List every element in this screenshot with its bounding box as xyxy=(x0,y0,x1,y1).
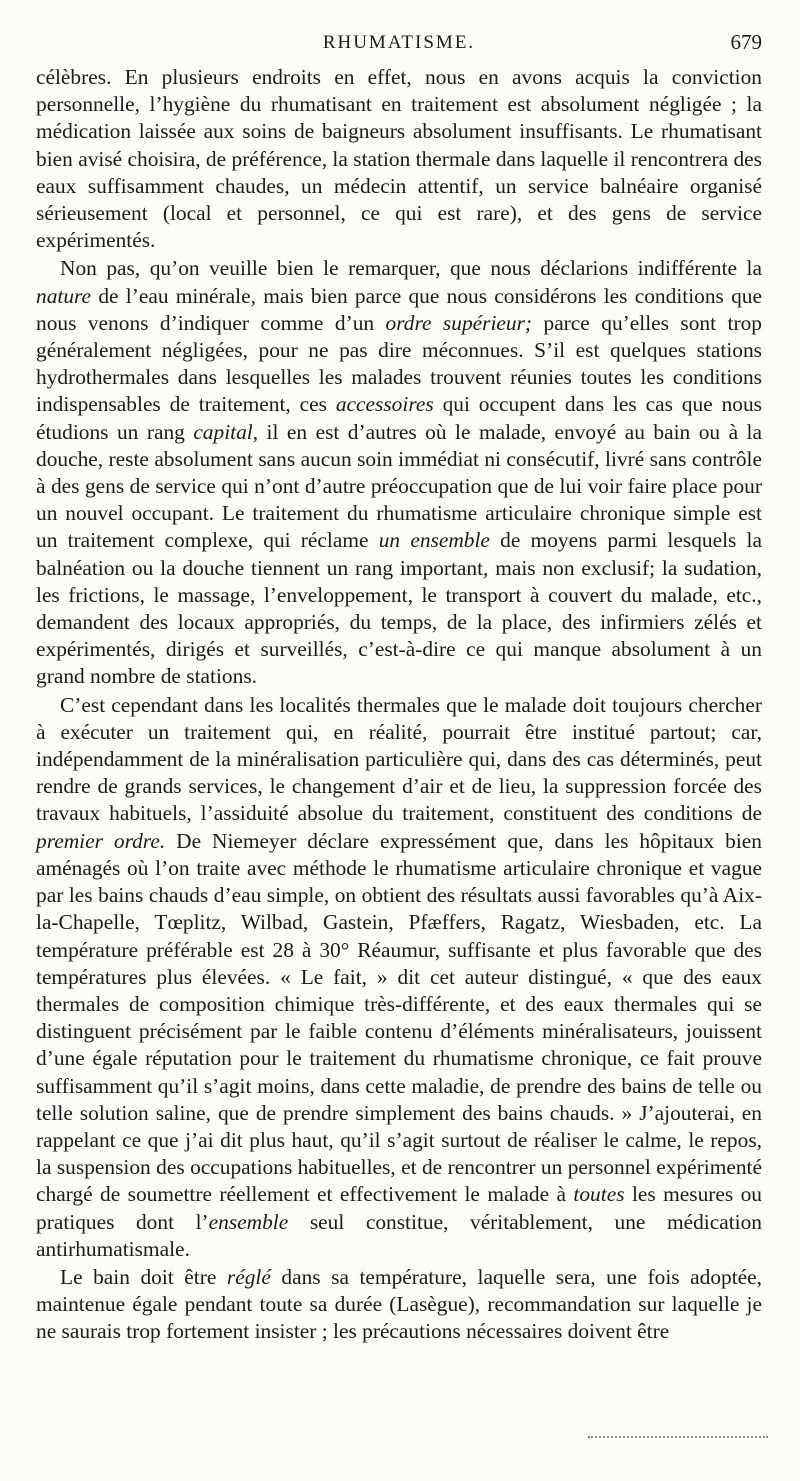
italic-emphasis: premier ordre. xyxy=(36,828,166,853)
running-head xyxy=(36,30,762,64)
body-text xyxy=(36,64,762,1346)
paragraph-3: C’est cependant dans les localités thermales que le malade doit toujours chercher à exécuter un traitement qui, en réalité, pourrait être institué partout; car, indépendamment de la minéralisation particulière qui, dans des cas déterminés, peut rendre de grands services, le changement d’air et de lieu, la suppression forcée des travaux habituels, l’assiduité absolue du traitement, constituent des conditions de premier ordre. De Niemeyer déclare expressément que, dans les hôpitaux bien aménagés où l’on traite avec méthode le rhumatisme articulaire chronique et vague par les bains chauds d’eau simple, on obtient des résultats aussi favorables qu’à Aix-la-Chapelle, Tœplitz, Wilbad, Gastein, Pfæffers, Ragatz, Wiesbaden, etc. La température préférable est 28 à 30° Réaumur, suffisante et plus favorable que des températures plus élevées. « Le fait, » dit cet auteur distingué, « que des eaux thermales de composition chimique très-différente, et des eaux thermales qui se distinguent précisément par le faible contenu d’éléments minéralisateurs, jouissent d’une égale réputation pour le traitement du rhumatisme chronique, ce fait prouve suffisamment qu’il s’agit moins, dans cette maladie, de prendre des bains de telle ou telle solution saline, que de prendre simplement des bains chauds. » J’ajouterai, en rappelant ce que j’ai dit plus haut, qu’il s’agit surtout de réaliser le calme, le repos, la suspension des occupations habituelles, et de rencontrer un personnel expérimenté chargé de soumettre réellement et effectivement le malade à toutes les mesures ou pratiques dont l’ensemble seul constitue, véritablement, une médication antirhumatismale. xyxy=(36,692,763,1261)
italic-emphasis: ordre supérieur; xyxy=(385,310,533,335)
page-number: 679 xyxy=(730,30,762,54)
italic-emphasis: toutes xyxy=(573,1182,625,1207)
italic-emphasis: ensemble xyxy=(208,1209,289,1234)
italic-emphasis: accessoires xyxy=(335,392,434,417)
bottom-dotted-rule xyxy=(588,1436,768,1444)
italic-emphasis: nature xyxy=(36,283,92,308)
paragraph-4: Le bain doit être réglé dans sa température, laquelle sera, une fois adoptée, maintenue égale pendant toute sa durée (Lasègue), recommandation sur laquelle je ne saurais trop fortement insister ; les précautions nécessaires doivent être xyxy=(36,1264,762,1344)
paragraph-2: Non pas, qu’on veuille bien le remarquer, que nous déclarions indifférente la nature de l’eau minérale, mais bien parce que nous considérons les conditions que nous venons d’indiquer comme d’un ordre supérieur; parce qu’elles sont trop généralement négligées, pour ne pas dire méconnues. S’il est quelques stations hydrothermales dans lesquelles les malades trouvent réunies toutes les conditions indispensables de traitement, ces accessoires qui occupent dans les cas que nous étudions un rang capital, il en est d’autres où le malade, envoyé au bain ou à la douche, reste absolument sans aucun soin immédiat ni consécutif, livré sans contrôle à des gens de service qui n’ont d’autre préoccupation que de lui voir faire place pour un nouvel occupant. Le traitement du rhumatisme articulaire chronique simple est un traitement complexe, qui réclame un ensemble de moyens parmi lesquels la balnéation ou la douche tiennent un rang important, mais non exclusif; la sudation, les frictions, le massage, l’enveloppement, le transport à couvert du malade, etc., demandent des locaux appropriés, du temps, de la place, des infirmiers zélés et expérimentés, dirigés et surveillés, c’est-à-dire ce qui manque absolument à un grand nombre de stations. xyxy=(36,256,762,689)
italic-emphasis: réglé xyxy=(226,1264,271,1289)
italic-emphasis: capital, xyxy=(193,419,259,444)
italic-emphasis: un ensemble xyxy=(378,528,490,553)
running-title: RHUMATISME. xyxy=(322,32,476,53)
paragraph-1: célèbres. En plusieurs endroits en effet, nous en avons acquis la conviction personnelle, l’hygiène du rhumatisant en traitement est absolument négligée ; la médication laissée aux soins de baigneurs absolument insuffisants. Le rhumatisant bien avisé choisira, de préférence, la station thermale dans laquelle il rencontrera des eaux suffisamment chaudes, un médecin attentif, un service balnéaire organisé sérieusement (local et personnel, ce qui est rare), et des gens de service expérimentés. xyxy=(36,65,762,253)
